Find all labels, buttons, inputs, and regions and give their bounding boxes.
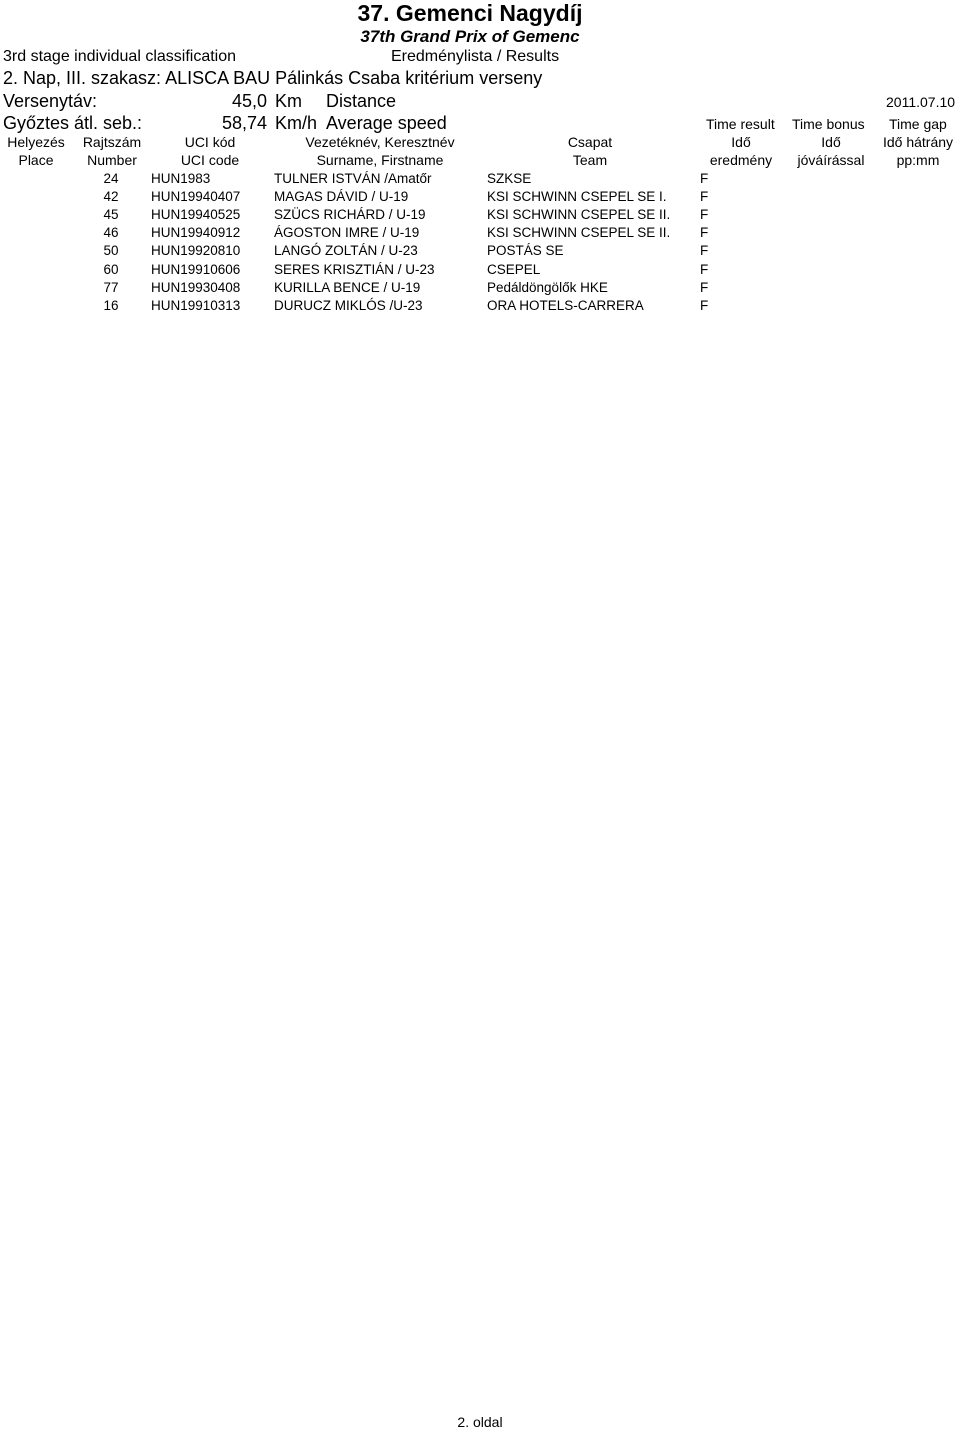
- table-row: [0, 189, 960, 207]
- uci-code: HUN19910313: [151, 298, 241, 313]
- time-bonus-label: Time bonus: [792, 116, 865, 132]
- table-row: [0, 207, 960, 225]
- uci-code: HUN19920810: [151, 243, 241, 258]
- table-row: [0, 171, 960, 189]
- stage-label: 3rd stage individual classification: [3, 48, 237, 65]
- time-result-label: Time result: [706, 116, 775, 132]
- page-title: 37. Gemenci Nagydíj: [357, 0, 583, 26]
- col-uci-hu: UCI kód: [184, 134, 236, 150]
- col-place-en: Place: [18, 152, 54, 168]
- col-time-gap-hu: Idő hátrány: [882, 134, 954, 150]
- col-time-bonus-hu: Idő: [821, 134, 841, 150]
- table-row: [0, 262, 960, 280]
- col-number-hu: Rajtszám: [82, 134, 142, 150]
- team-name: KSI SCHWINN CSEPEL SE II.: [487, 225, 671, 240]
- distance-label: Versenytáv:: [3, 91, 98, 111]
- page-number: 2. oldal: [457, 1414, 503, 1430]
- status: F: [700, 280, 709, 295]
- race-date: 2011.07.10: [886, 94, 956, 110]
- rider-name: LANGÓ ZOLTÁN / U-23: [274, 243, 418, 258]
- team-name: KSI SCHWINN CSEPEL SE I.: [487, 189, 667, 204]
- uci-code: HUN19930408: [151, 280, 241, 295]
- rider-number: 77: [103, 280, 119, 295]
- uci-code: HUN19940525: [151, 207, 241, 222]
- rider-number: 50: [103, 243, 119, 258]
- rider-name: MAGAS DÁVID / U-19: [274, 189, 409, 204]
- speed-value: 58,74: [222, 113, 268, 133]
- col-name-en: Surname, Firstname: [316, 152, 444, 168]
- rider-number: 45: [103, 207, 119, 222]
- results-label: Eredménylista / Results: [391, 48, 560, 65]
- uci-code: HUN19910606: [151, 262, 241, 277]
- table-row: [0, 298, 960, 316]
- col-uci-en: UCI code: [180, 152, 240, 168]
- distance-en: Distance: [326, 91, 397, 111]
- rider-number: 42: [103, 189, 119, 204]
- rider-number: 16: [103, 298, 119, 313]
- col-time-bonus-en: jóváírással: [797, 152, 865, 168]
- uci-code: HUN19940407: [151, 189, 241, 204]
- rider-name: SERES KRISZTIÁN / U-23: [274, 262, 435, 277]
- col-team-en: Team: [572, 152, 608, 168]
- team-name: CSEPEL: [487, 262, 541, 277]
- distance-value: 45,0: [232, 91, 268, 111]
- rider-name: ÁGOSTON IMRE / U-19: [274, 225, 420, 240]
- distance-unit: Km: [275, 91, 302, 111]
- team-name: POSTÁS SE: [487, 243, 564, 258]
- rider-number: 24: [103, 171, 119, 186]
- rider-name: DURUCZ MIKLÓS /U-23: [274, 298, 423, 313]
- status: F: [700, 225, 709, 240]
- rider-name: TULNER ISTVÁN /Amatőr: [274, 171, 432, 186]
- col-team-hu: Csapat: [567, 134, 613, 150]
- uci-code: HUN19940912: [151, 225, 241, 240]
- speed-unit: Km/h: [275, 113, 318, 133]
- stage-name: 2. Nap, III. szakasz: ALISCA BAU Pálinkás Csaba kritérium verseny: [3, 68, 543, 88]
- team-name: Pedáldöngölők HKE: [487, 280, 608, 295]
- col-time-result-en: eredmény: [709, 152, 773, 168]
- table-row: [0, 243, 960, 261]
- uci-code: HUN1983: [151, 171, 211, 186]
- team-name: ORA HOTELS-CARRERA: [487, 298, 644, 313]
- col-time-gap-en: pp:mm: [896, 152, 940, 168]
- status: F: [700, 189, 709, 204]
- col-number-en: Number: [87, 152, 137, 168]
- rider-number: 60: [103, 262, 119, 277]
- team-name: KSI SCHWINN CSEPEL SE II.: [487, 207, 671, 222]
- team-name: SZKSE: [487, 171, 532, 186]
- status: F: [700, 298, 709, 313]
- status: F: [700, 243, 709, 258]
- time-gap-label: Time gap: [889, 116, 947, 132]
- col-place-hu: Helyezés: [7, 134, 65, 150]
- rider-number: 46: [103, 225, 119, 240]
- page-subtitle: 37th Grand Prix of Gemenc: [360, 27, 580, 46]
- status: F: [700, 207, 709, 222]
- col-name-hu: Vezetéknév, Keresztnév: [305, 134, 455, 150]
- rider-name: SZÜCS RICHÁRD / U-19: [274, 207, 426, 222]
- table-row: [0, 225, 960, 243]
- status: F: [700, 171, 709, 186]
- table-row: [0, 280, 960, 298]
- col-time-result-hu: Idő: [731, 134, 751, 150]
- status: F: [700, 262, 709, 277]
- speed-en: Average speed: [326, 113, 447, 133]
- speed-label: Győztes átl. seb.:: [3, 113, 143, 133]
- rider-name: KURILLA BENCE / U-19: [274, 280, 421, 295]
